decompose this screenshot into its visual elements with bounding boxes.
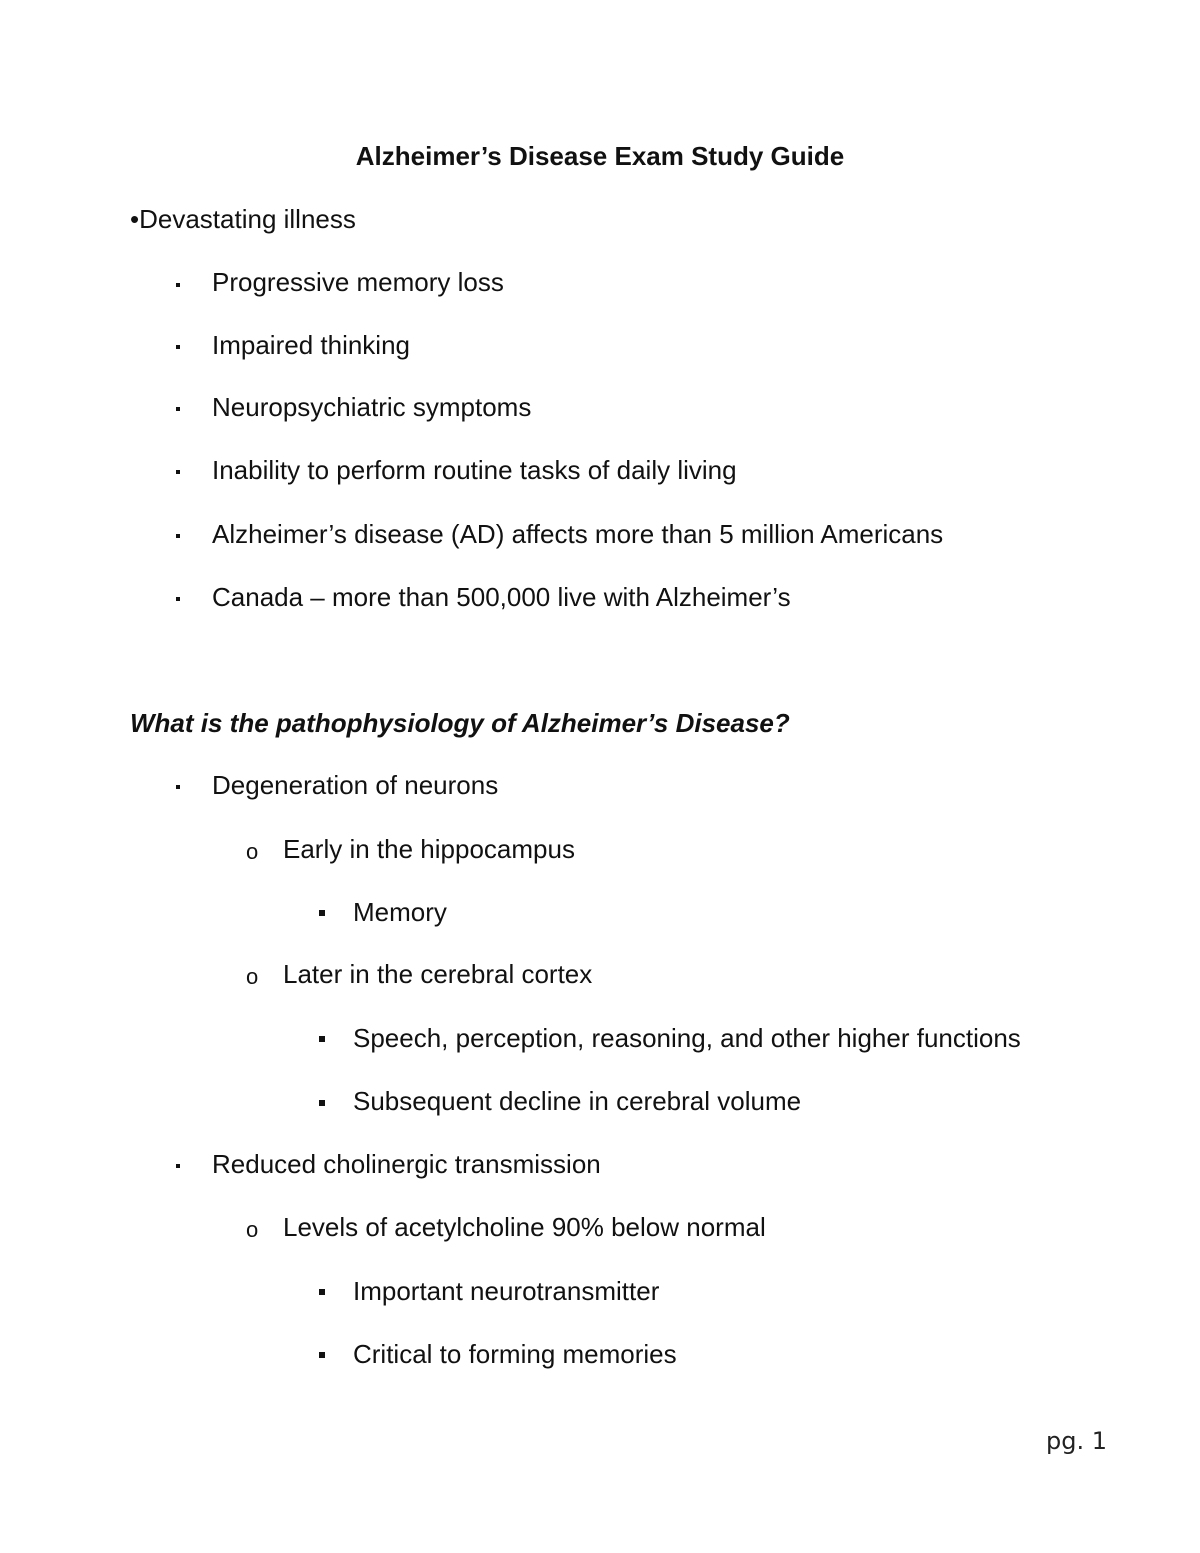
bullet-dot [176,283,180,287]
list-item: Early in the hippocampus [283,834,575,864]
list-item: Neuropsychiatric symptoms [212,392,532,422]
bullet-circle: o [246,964,259,989]
bullet-dot [176,345,180,349]
bullet-circle: o [246,1217,259,1242]
document-title: Alzheimer’s Disease Exam Study Guide [355,141,845,171]
list-item: Canada – more than 500,000 live with Alzheimer’s [212,582,791,612]
section-heading: What is the pathophysiology of Alzheimer’s Disease? [130,708,790,738]
list-item: Subsequent decline in cerebral volume [353,1086,802,1116]
bullet-square [319,1036,325,1042]
bullet-dot [176,1164,180,1168]
list-item: Reduced cholinergic transmission [212,1149,601,1179]
list-item: Critical to forming memories [353,1339,677,1369]
bullet-square [319,910,325,916]
intro-bullet: • [130,204,140,234]
list-item: Degeneration of neurons [212,770,499,800]
bullet-dot [176,470,180,474]
list-item: Later in the cerebral cortex [283,959,593,989]
bullet-dot [176,597,180,601]
list-item: Impaired thinking [212,330,410,360]
bullet-circle: o [246,839,259,864]
bullet-dot [176,534,180,538]
bullet-square [319,1289,325,1295]
bullet-dot [176,785,180,789]
list-item: Inability to perform routine tasks of daily living [212,455,737,485]
bullet-dot [176,407,180,411]
list-item: Progressive memory loss [212,267,504,297]
intro-line [130,201,356,237]
list-item: Levels of acetylcholine 90% below normal [283,1212,766,1242]
page-number: pg. 1 [1046,1427,1107,1455]
bullet-square [319,1100,325,1106]
list-item: Alzheimer’s disease (AD) affects more than 5 million Americans [212,519,944,549]
list-item: Important neurotransmitter [353,1276,660,1306]
list-item: Speech, perception, reasoning, and other higher functions [353,1023,1021,1053]
bullet-square [319,1352,325,1358]
intro-text: Devastating illness [139,204,356,234]
list-item: Memory [353,897,447,927]
